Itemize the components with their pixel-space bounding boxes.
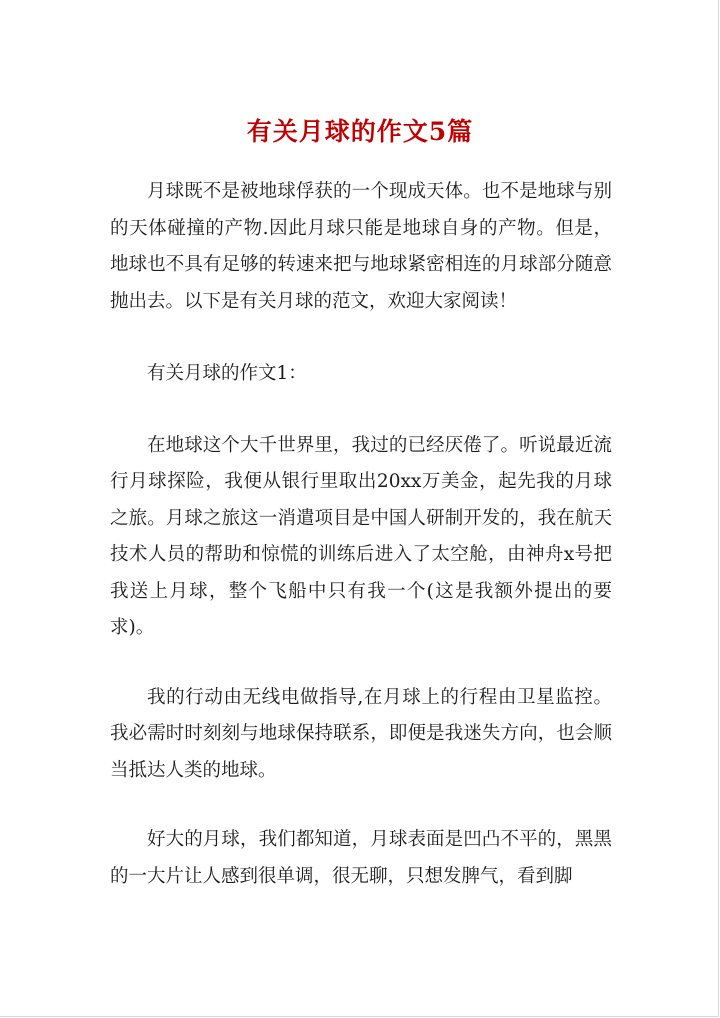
intro-paragraph: 月球既不是被地球俘获的一个现成天体。也不是地球与别的天体碰撞的产物.因此月球只能是地球自身的产物。但是，地球也不具有足够的转速来把与地球紧密相连的月球部分随意抛出去。以下是有关月球的范文，欢迎大家阅读！ — [110, 181, 612, 312]
document-body — [110, 174, 612, 928]
body-paragraph: 好大的月球，我们都知道，月球表面是凹凸不平的，黑黑的一大片让人感到很单调，很无聊，只想发脾气，看到脚 — [110, 829, 612, 887]
body-paragraph: 在地球这个大千世界里，我过的已经厌倦了。听说最近流行月球探险，我便从银行里取出20xx万美金，起先我的月球之旅。月球之旅这一消遣项目是中国人研制开发的，我在航天技术人员的帮助和惊慌的训练后进入了太空舱，由神舟x号把我送上月球，整个飞船中只有我一个(这是我额外提出的要求)。 — [110, 434, 612, 638]
body-paragraph: 我的行动由无线电做指导,在月球上的行程由卫星监控。我必需时时刻刻与地球保持联系，即便是我迷失方向，也会顺当抵达人类的地球。 — [110, 686, 612, 781]
document-title: 有关月球的作文5篇 — [246, 117, 474, 146]
essay-heading: 有关月球的作文1： — [147, 363, 307, 384]
